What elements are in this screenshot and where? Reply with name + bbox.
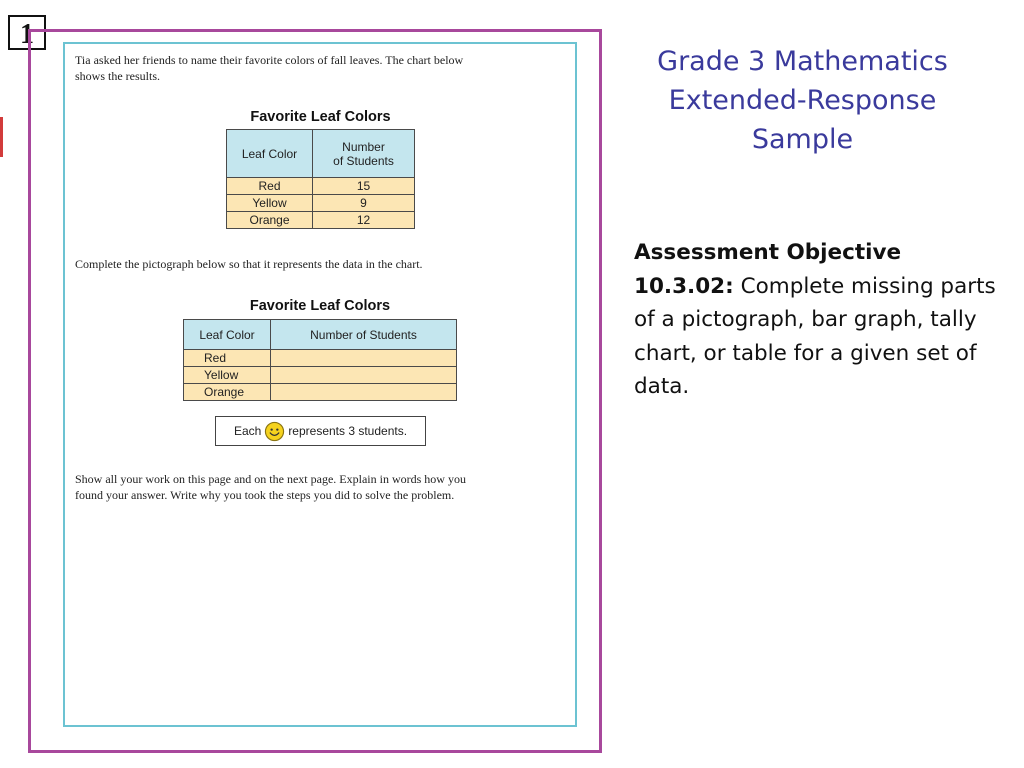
edge-marker (0, 117, 3, 157)
cell-count: 12 (313, 212, 415, 229)
assessment-objective (634, 236, 1014, 404)
instruction-text: Complete the pictograph below so that it represents the data in the chart. (75, 257, 423, 271)
closing-paragraph (75, 471, 570, 503)
cell-color: Yellow (184, 367, 271, 384)
smiley-face-icon (264, 421, 285, 442)
objective-text: Complete missing parts of a pictograph, bar graph, tally chart, or table for a given set of data. (634, 273, 996, 399)
cell-color: Orange (184, 384, 271, 401)
title-line: Grade 3 Mathematics (657, 46, 948, 77)
header-number-of-students (313, 130, 415, 178)
cell-color: Yellow (227, 195, 313, 212)
table1-title: Favorite Leaf Colors (250, 109, 391, 125)
cell-color: Orange (227, 212, 313, 229)
pictograph-key (215, 416, 426, 446)
header-leaf-color: Leaf Color (227, 130, 313, 178)
key-prefix: Each (233, 424, 262, 438)
closing-line: Show all your work on this page and on the next page. Explain in words how you (75, 472, 466, 486)
favorite-leaf-colors-table (226, 129, 415, 229)
pictograph-title: Favorite Leaf Colors (249, 298, 391, 314)
pictograph-empty-cell[interactable] (271, 384, 457, 401)
table-row (227, 178, 415, 195)
pictograph-empty-cell[interactable] (271, 350, 457, 367)
cell-color: Red (184, 350, 271, 367)
header-leaf-color: Leaf Color (184, 320, 271, 350)
page-number-badge: 1 (8, 15, 46, 50)
table-row (184, 367, 457, 384)
intro-paragraph (75, 52, 570, 84)
pictograph-table (183, 319, 457, 401)
title-line: Sample (751, 124, 854, 155)
header-line: Number (342, 139, 385, 154)
table-row (184, 350, 457, 367)
cell-color: Red (227, 178, 313, 195)
objective-code: 10.3.02: (634, 273, 734, 299)
table-row (227, 212, 415, 229)
header-line: of Students (333, 153, 394, 168)
table-row (184, 384, 457, 401)
cell-count: 15 (313, 178, 415, 195)
slide-title (630, 42, 975, 159)
closing-line: found your answer. Write why you took the steps you did to solve the problem. (75, 488, 455, 502)
key-suffix: represents 3 students. (288, 424, 408, 438)
intro-line: Tia asked her friends to name their favorite colors of fall leaves. The chart below (75, 53, 464, 67)
title-line: Extended-Response (668, 85, 937, 116)
table-row (227, 195, 415, 212)
cell-count: 9 (313, 195, 415, 212)
pictograph-empty-cell[interactable] (271, 367, 457, 384)
objective-heading: Assessment Objective (634, 240, 902, 265)
header-number-of-students: Number of Students (271, 320, 457, 350)
intro-line: shows the results. (75, 69, 160, 83)
